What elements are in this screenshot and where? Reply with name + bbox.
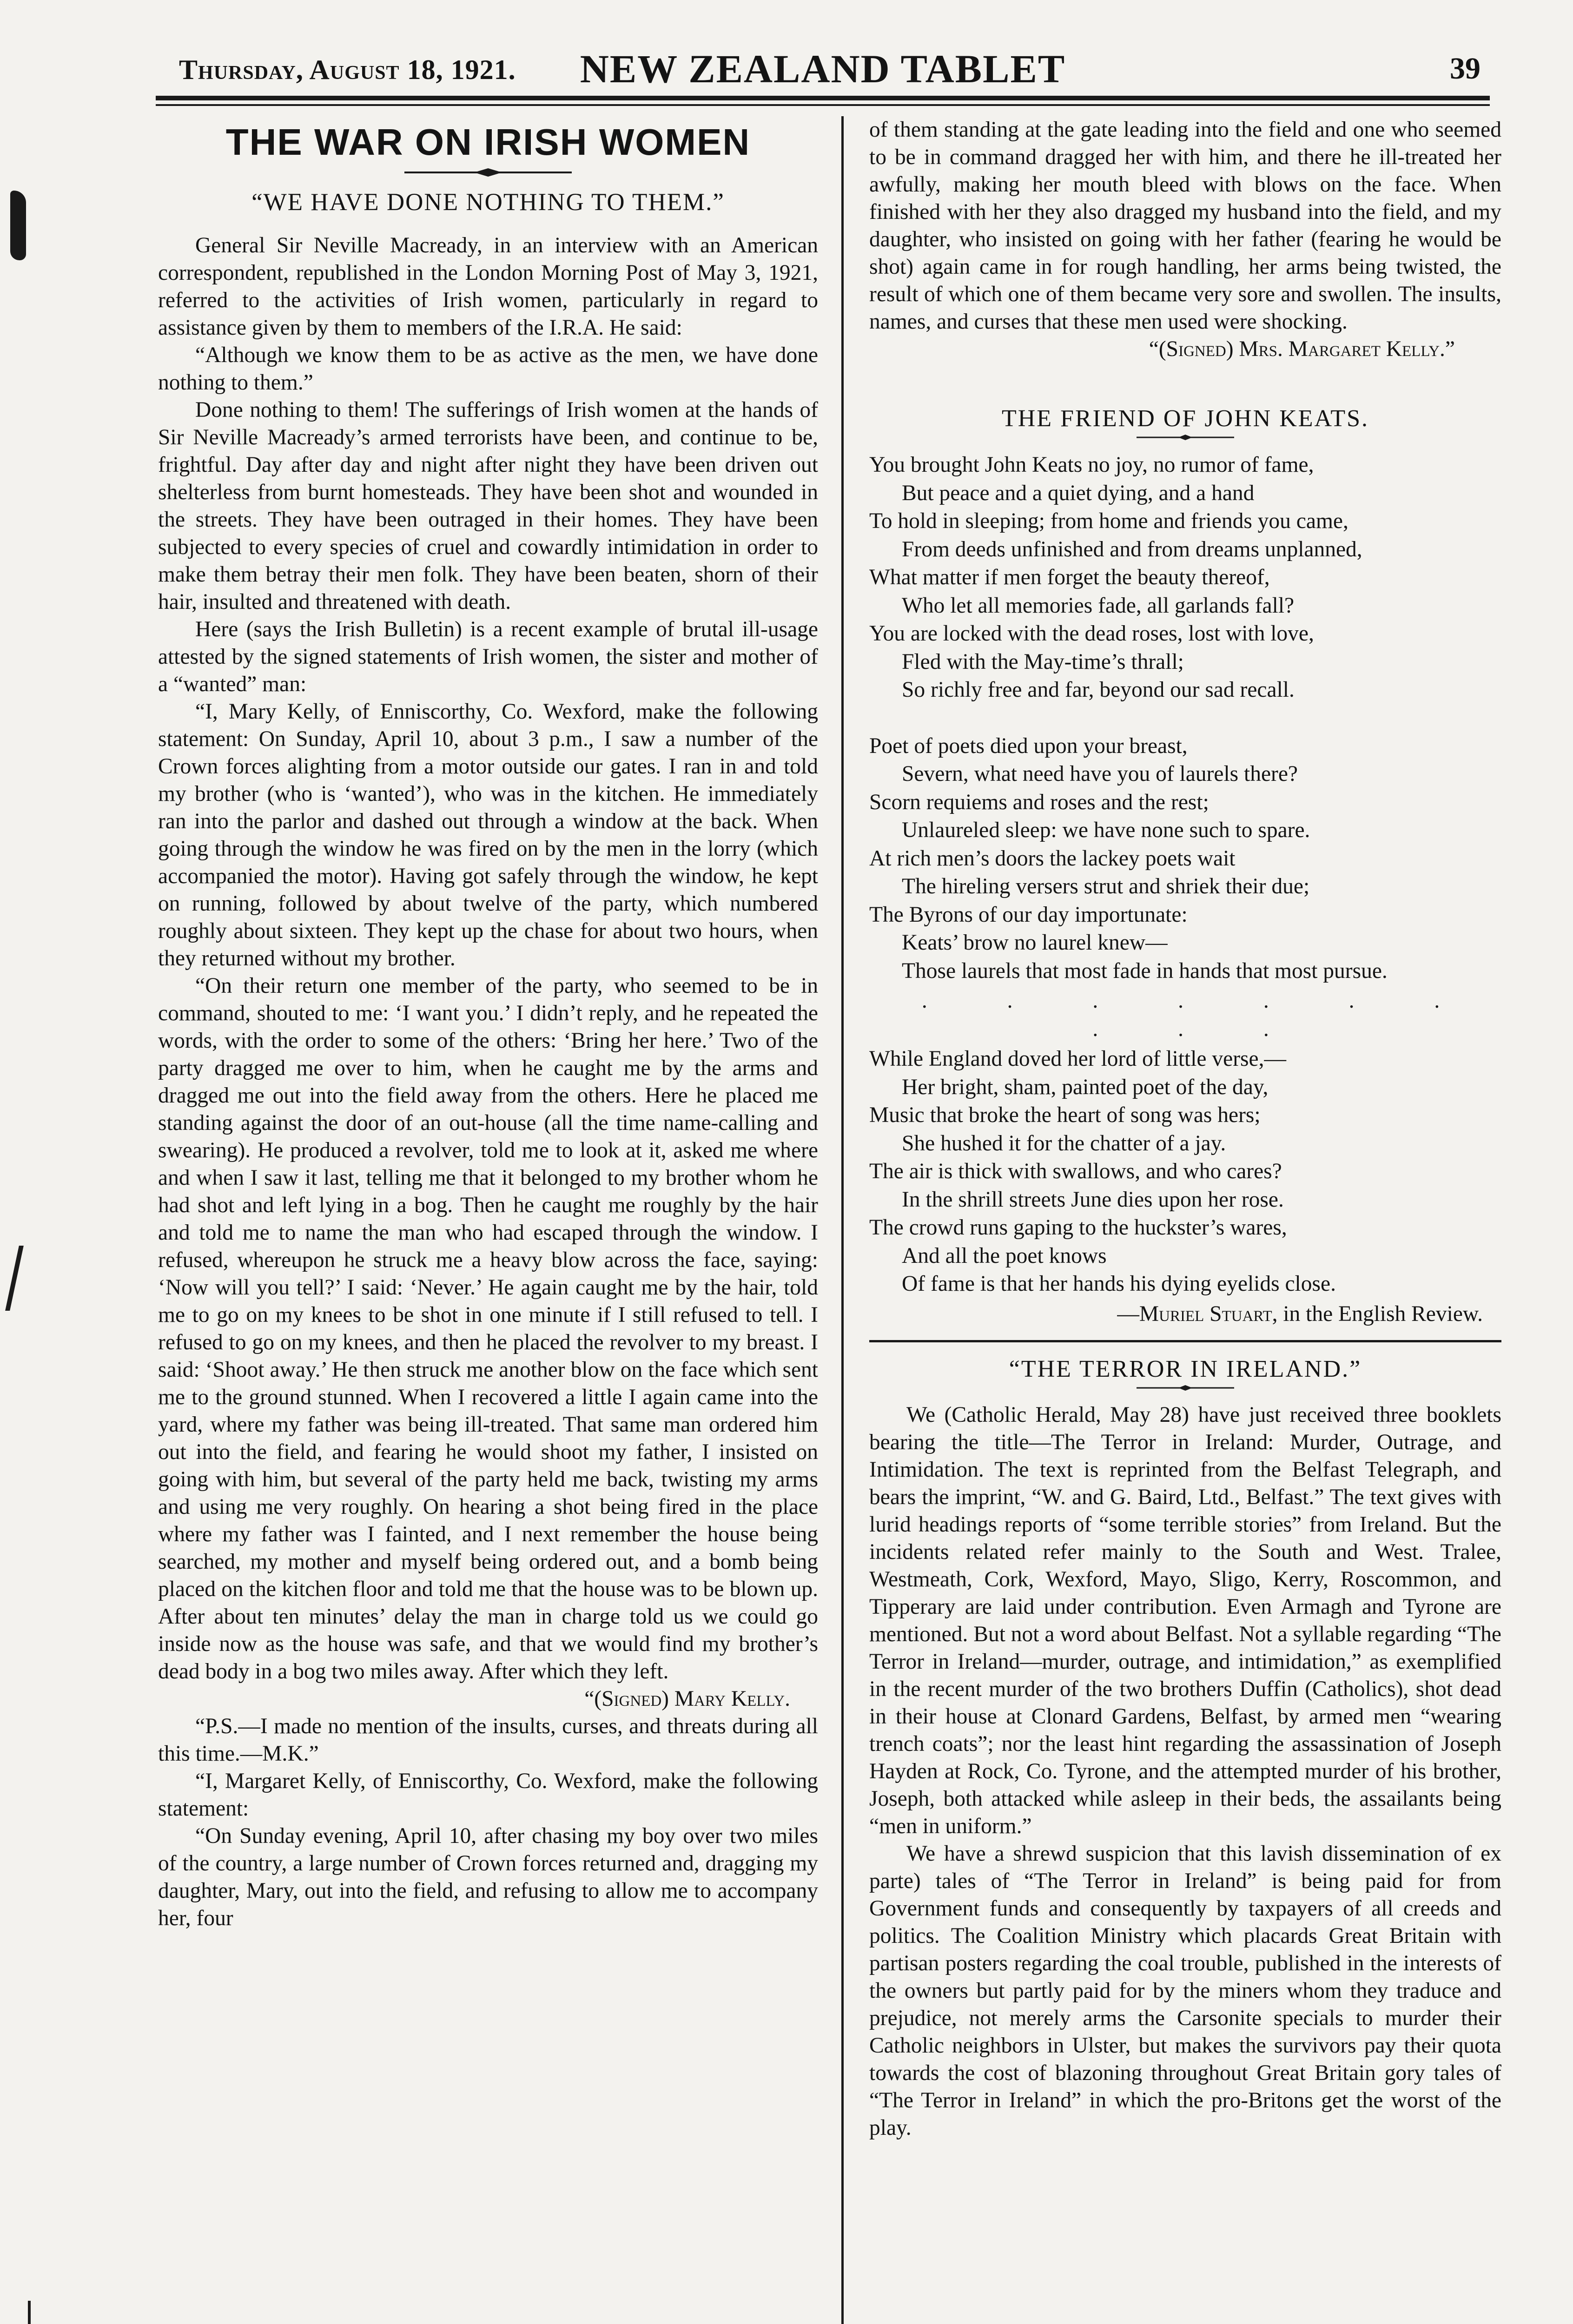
publication-title: NEW ZEALAND TABLET	[580, 46, 1066, 91]
article-subhead: “WE HAVE DONE NOTHING TO THEM.”	[251, 189, 725, 216]
poem-line: The air is thick with swallows, and who cares?	[869, 1159, 1282, 1183]
poem-line: To hold in sleeping; from home and friends you came,	[869, 509, 1348, 533]
poem-title: THE FRIEND OF JOHN KEATS.	[1001, 405, 1369, 432]
poem-line: While England doved her lord of little verse,—	[869, 1047, 1286, 1071]
poem-author: —Muriel Stuart,	[1117, 1301, 1278, 1326]
poem-line: Of fame is that her hands his dying eyelids close.	[902, 1272, 1336, 1296]
article-paragraph: We (Catholic Herald, May 28) have just received three booklets bearing the title—The Terror in Ireland: Murder, Outrage, and Intimidation. The text is reprinted from the Belfast Telegraph, and bears the imprint, “W. and G. Baird, Ltd., Belfast.” The text gives with lurid headings reports of “some terrible stories” from Ireland. But the incidents related refer mainly to the South and West. Tralee, Westmeath, Cork, Wexford, Mayo, Sligo, Kerry, Roscommon, and Tipperary are laid under contribution. Even Armagh and Tyrone are mentioned. But not a word about Belfast. Not a syllable regarding “The Terror in Ireland—murder, outrage, and intimidation,” as exemplified in the recent murder of the two brothers Duffin (Catholics), shot dead in their house at Clonard Gardens, Belfast, by armed men “wearing trench coats”; nor the least hint regarding the assassination of Joseph Hayden at Rock, Co. Tyrone, and the attempted murder of his brother, Joseph, both attacked while asleep in their beds, the assailants being “men in uniform.”	[869, 1403, 1501, 1838]
poem-line: Keats’ brow no laurel knew—	[902, 931, 1168, 955]
article-paragraph: “P.S.—I made no mention of the insults, curses, and threats during all this time.—M.K.”	[158, 1714, 818, 1766]
header-rule-thin	[156, 104, 1490, 106]
poem-line: So richly free and far, beyond our sad recall.	[902, 678, 1295, 702]
poem-line: What matter if men forget the beauty thereof,	[869, 565, 1270, 589]
poem-line: Music that broke the heart of song was hers;	[869, 1103, 1261, 1127]
article-paragraph: We have a shrewd suspicion that this lavish dissemination of ex parte) tales of “The Terror in Ireland” is being paid for from Government funds and consequently by taxpayers of all creeds and politics. The Coalition Ministry which placards Great Britain with partisan posters regarding the coal trouble, published in the interests of the owners but partly paid for by the miners whom they traduce and prejudice, not merely arms the Carsonite specials to murder their Catholic neighbors in Ulster, but makes the survivors pay their quota towards the cost of blazoning throughout Great Britain gory tales of “The Terror in Ireland” in which the pro-Britons get the worst of the play.	[869, 1842, 1501, 2140]
poem-line: Severn, what need have you of laurels there?	[902, 762, 1298, 786]
margin-blemish	[5, 1246, 24, 1311]
poem-line: You brought John Keats no joy, no rumor of fame,	[869, 453, 1314, 477]
poem-line: She hushed it for the chatter of a jay.	[902, 1131, 1226, 1155]
poem-line: You are locked with the dead roses, lost with love,	[869, 621, 1314, 646]
poem-line: In the shrill streets June dies upon her rose.	[902, 1187, 1284, 1212]
article-paragraph: “On their return one member of the party, who seemed to be in command, shouted to me: ‘I want you.’ I didn’t reply, and he repeated the words, with the order to some of the others: ‘Bring her here.’ Two of the party dragged me over to him, when he caught me by the arms and dragged me out into the field away from the others. Here he placed me standing against the door of an out-house (all the time name-calling and swearing). He produced a revolver, told me to look at it, asked me where and when I saw it last, telling me that it belonged to my brother whom he had shot and left lying in a bog. Then he caught me roughly by the hair and told me to name the man who had escaped through the window. I refused, whereupon he struck me a heavy blow across the face, saying: ‘Now will you tell?’ I said: ‘Never.’ He again caught me by the hair, told me to go on my knees to be shot in one minute if I still refused to tell. I refused to go on my knees, and then he placed the revolver to my breast. I said: ‘Shoot away.’ He then struck me another blow on the face which sent me to the ground stunned. When I recovered a little I again came into the yard, where my father was being ill-treated. That same man ordered him out into the field, and fearing he would shoot my father, I insisted on going with him, but several of the party held me back, twisting my arms and using me very roughly. On hearing a shot being fired in the place where my father was I fainted, and I next remember the house being searched, my mother and myself being ordered out, and a bomb being placed on the kitchen floor and told me that the house was to be blown up. After about ten minutes’ delay the man in charge told us we could go inside now as the house was safe, and that we would find my brother’s dead body in a bog two miles away. After which they left.	[158, 974, 818, 1684]
poem-line: Who let all memories fade, all garlands fall?	[902, 593, 1295, 618]
poem-line: Unlaureled sleep: we have none such to spare.	[902, 818, 1310, 842]
headline-ornament	[404, 167, 572, 178]
poem-line: From deeds unfinished and from dreams unplanned,	[902, 537, 1362, 561]
stanza-break-dots: . . . . . . . . . .	[921, 989, 1477, 1041]
article-paragraph: General Sir Neville Macready, in an interview with an American correspondent, republished in the London Morning Post of May 3, 1921, referred to the activities of Irish women, particularly in regard to assistance given by them to members of the I.R.A. He said:	[158, 233, 818, 340]
article-continuation: of them standing at the gate leading into the field and one who seemed to be in command dragged her with him, and there he ill-treated her awfully, making her mouth bleed with blows on the face. When finished with her they also dragged my husband into the field, and my daughter, who insisted on going with her father (fearing he would be shot) again came in for rough handling, her arms being twisted, the result of which one of them became very sore and swollen. The insults, names, and curses that these men used were shocking.	[869, 118, 1501, 334]
signature: “(Signed) Mrs. Margaret Kelly.”	[1149, 337, 1455, 361]
article-paragraph: “I, Mary Kelly, of Enniscorthy, Co. Wexford, make the following statement: On Sunday, April 10, about 3 p.m., I saw a number of the Crown forces alighting from a motor outside our gates. I ran in and told my brother (who is ‘wanted’), who was in the kitchen. He immediately ran into the parlor and dashed out through a window at the back. When going through the window he was fired on by the men in the lorry (which accompanied the motor). Having got safely through the window, he kept on running, followed by about twelve of the party, which numbered roughly about sixteen. They kept up the chase for about two hours, when they returned without my brother.	[158, 700, 818, 971]
article-paragraph: “On Sunday evening, April 10, after chasing my boy over two miles of the country, a large number of Crown forces returned and, dragging my daughter, Mary, out into the field, and refusing to allow me to accompany her, four	[158, 1824, 818, 1930]
margin-blemish	[28, 2301, 31, 2324]
poem-line: The crowd runs gaping to the huckster’s wares,	[869, 1215, 1287, 1240]
article-headline: THE WAR ON IRISH WOMEN	[225, 121, 751, 163]
header-rule-thick	[156, 96, 1490, 100]
page-header	[156, 41, 1490, 111]
article-paragraph: “I, Margaret Kelly, of Enniscorthy, Co. Wexford, make the following statement:	[158, 1769, 818, 1821]
page-number: 39	[1450, 52, 1480, 86]
poem-attribution	[869, 1300, 1501, 1328]
right-column	[869, 116, 1501, 2142]
poem-line: At rich men’s doors the lackey poets wait	[869, 846, 1236, 871]
margin-blemish	[10, 191, 26, 260]
signature: “(Signed) Mary Kelly.	[584, 1687, 790, 1711]
article-paragraph: Here (says the Irish Bulletin) is a recent example of brutal ill-usage attested by the signed statements of Irish women, the sister and mother of a “wanted” man:	[158, 617, 818, 696]
poem-source: in the English Review.	[1277, 1301, 1483, 1326]
poem-line: Those laurels that most fade in hands that most pursue.	[902, 958, 1388, 983]
poem-line: The Byrons of our day importunate:	[869, 902, 1188, 927]
poem-line: Her bright, sham, painted poet of the day,	[902, 1075, 1269, 1099]
article-paragraph: “Although we know them to be as active as the men, we have done nothing to them.”	[158, 343, 818, 395]
section-rule	[869, 1340, 1501, 1342]
title-ornament	[1137, 1385, 1234, 1391]
poem-line: And all the poet knows	[902, 1243, 1107, 1268]
left-column	[158, 116, 818, 1932]
article-title: “THE TERROR IN IRELAND.”	[1009, 1356, 1362, 1382]
poem-line: Fled with the May-time’s thrall;	[902, 649, 1184, 674]
poem-line: Poet of poets died upon your breast,	[869, 733, 1188, 758]
poem-line: But peace and a quiet dying, and a hand	[902, 481, 1255, 505]
column-divider	[841, 116, 844, 2324]
poem-body	[869, 451, 1501, 1328]
article-paragraph: Done nothing to them! The sufferings of Irish women at the hands of Sir Neville Macready’s armed terrorists have been, and continue to be, frightful. Day after day and night after night they have been driven out shelterless from burnt homesteads. They have been shot and wounded in the streets. They have been outraged in their homes. They have been subjected to every species of cruel and cowardly intimidation in order to make them betray their men folk. They have been beaten, shorn of their hair, insulted and threatened with death.	[158, 398, 818, 614]
title-ornament	[1137, 434, 1234, 441]
poem-line: Scorn requiems and roses and the rest;	[869, 790, 1209, 814]
poem-line: The hireling versers strut and shriek their due;	[902, 874, 1310, 898]
issue-date: Thursday, August 18, 1921.	[179, 54, 516, 85]
